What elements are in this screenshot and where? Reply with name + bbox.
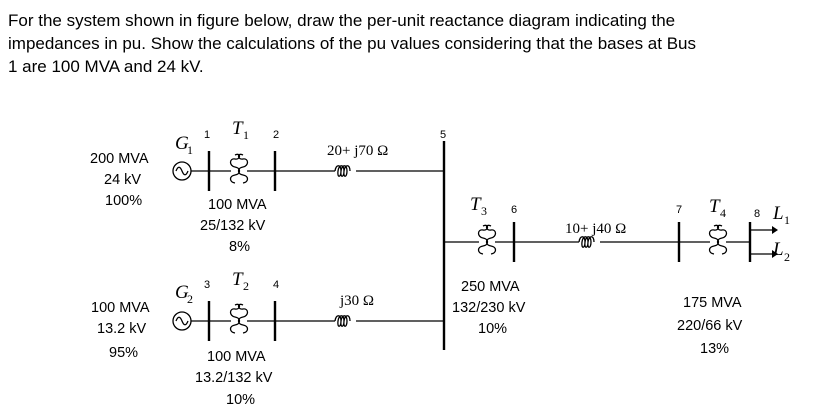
g1-rating: 200 MVA bbox=[90, 151, 149, 167]
line67-impedance: 10+ j40 Ω bbox=[565, 221, 627, 237]
t2-reactance: 10% bbox=[226, 392, 256, 408]
g1-voltage: 24 kV bbox=[104, 172, 142, 188]
bus-8-label: 8 bbox=[754, 208, 761, 220]
g1-reactance: 100% bbox=[105, 193, 143, 209]
question-line-1: For the system shown in figure below, draw the per-unit reactance diagram indicating the bbox=[8, 11, 676, 30]
generator-g2 bbox=[91, 282, 193, 361]
t4-reactance: 13% bbox=[700, 341, 730, 357]
t3-rating: 250 MVA bbox=[461, 279, 520, 295]
generator-g1 bbox=[90, 133, 193, 209]
t1-voltage: 25/132 kV bbox=[200, 218, 266, 234]
t1-reactance: 8% bbox=[229, 239, 250, 255]
g2-rating: 100 MVA bbox=[91, 300, 150, 316]
t4-name: T bbox=[709, 196, 720, 217]
g2-name: G bbox=[175, 282, 189, 303]
line-1-5 bbox=[275, 143, 444, 176]
load-l2 bbox=[750, 239, 790, 264]
t3-voltage: 132/230 kV bbox=[452, 300, 526, 316]
question-line-3: 1 are 100 MVA and 24 kV. bbox=[8, 57, 204, 76]
g2-sub: 2 bbox=[187, 292, 193, 306]
g2-voltage: 13.2 kV bbox=[97, 321, 147, 337]
bus-7-label: 7 bbox=[676, 204, 683, 216]
l2-name: L bbox=[773, 239, 784, 260]
line45-impedance: j30 Ω bbox=[340, 293, 375, 309]
t2-rating: 100 MVA bbox=[207, 349, 266, 365]
bus-1-label: 1 bbox=[204, 129, 211, 141]
t2-name: T bbox=[232, 269, 243, 290]
transformer-t1 bbox=[200, 118, 275, 255]
t2-sub: 2 bbox=[243, 279, 249, 293]
question-line-2: impedances in pu. Show the calculations of the pu values considering that the bases at Bus bbox=[8, 34, 696, 53]
bus-4-label: 4 bbox=[273, 279, 280, 291]
line-4-5 bbox=[275, 293, 444, 326]
l1-sub: 1 bbox=[784, 213, 790, 227]
g2-reactance: 95% bbox=[109, 345, 139, 361]
t1-rating: 100 MVA bbox=[208, 197, 267, 213]
l2-sub: 2 bbox=[784, 250, 790, 264]
l1-name: L bbox=[773, 203, 784, 224]
bus-6-label: 6 bbox=[511, 204, 518, 216]
transformer-t4 bbox=[677, 196, 750, 357]
t1-sub: 1 bbox=[243, 128, 249, 142]
t3-sub: 3 bbox=[481, 204, 487, 218]
line-6-7 bbox=[514, 221, 679, 247]
t1-name: T bbox=[232, 118, 243, 139]
t4-voltage: 220/66 kV bbox=[677, 318, 743, 334]
t3-reactance: 10% bbox=[478, 321, 508, 337]
t4-rating: 175 MVA bbox=[683, 295, 742, 311]
bus-5-label: 5 bbox=[440, 129, 447, 141]
g1-name: G bbox=[175, 133, 189, 154]
t3-name: T bbox=[470, 194, 481, 215]
line15-impedance: 20+ j70 Ω bbox=[327, 143, 389, 159]
bus-2-label: 2 bbox=[273, 129, 280, 141]
bus-3-label: 3 bbox=[204, 279, 211, 291]
t2-voltage: 13.2/132 kV bbox=[195, 370, 273, 386]
g1-sub: 1 bbox=[187, 143, 193, 157]
t4-sub: 4 bbox=[720, 206, 726, 220]
